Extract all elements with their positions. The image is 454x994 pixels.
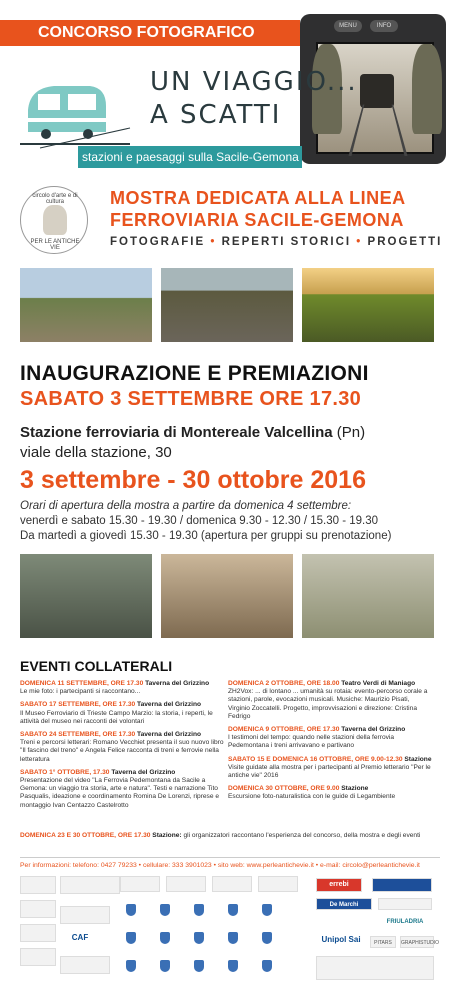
hours-intro: Orari di apertura della mostra a partire da domenica 4 settembre: bbox=[20, 500, 352, 512]
tag-separator: • bbox=[210, 236, 217, 248]
info-label: Per informazioni: bbox=[20, 862, 71, 869]
event-date: DOMENICA 2 OTTOBRE, ORE 18.00 bbox=[228, 680, 340, 687]
event-date: DOMENICA 9 OTTOBRE, ORE 17.30 bbox=[228, 726, 340, 734]
event-venue: Stazione bbox=[404, 755, 432, 763]
municipality-crest-icon bbox=[262, 932, 272, 944]
tag-photos: FOTOGRAFIE bbox=[110, 236, 206, 248]
exhibit-title-line2: FERROVIARIA SACILE-GEMONA bbox=[110, 210, 404, 230]
info-phone: telefono: 0427 79233 bbox=[72, 862, 137, 869]
station-photo bbox=[20, 268, 152, 342]
event-description: Il Museo Ferroviario di Trieste Campo Marzio: la storia, i reperti, le attività del museo nei racconti dei volontari bbox=[20, 709, 213, 725]
camera-screen-photo bbox=[316, 42, 434, 154]
rail-trolley-photo bbox=[302, 554, 434, 638]
contest-year: 2016 bbox=[42, 49, 83, 69]
sponsor-logo bbox=[60, 906, 110, 924]
sponsor-logo bbox=[20, 924, 56, 942]
event-description: Presentazione del video "La Ferrovia Pedemontana da Sacile a Gemona: un viaggio tra storia, arte e natura". Testi e narrazione Tito Pasqualis, ideazione e coordinamento Romina De Lorenzi, riprese e montaggio Ivan Centazzo Castelrotto bbox=[20, 777, 220, 809]
municipality-crest-icon bbox=[194, 960, 204, 972]
event-description: Treni e percorsi letterari: Romano Vecchiet presenta il suo nuovo libro "Il fascino del treno" e Angela Felice racconta di treni e ferrovie nella letteratura bbox=[20, 739, 224, 763]
hours-weekdays: Da martedì a giovedì 15.30 - 19.30 (apertura per gruppi su prenotazione) bbox=[20, 530, 392, 542]
tag-relics: REPERTI STORICI bbox=[221, 236, 352, 248]
pitars-logo: PITARS bbox=[370, 936, 396, 948]
info-email[interactable]: e-mail: circolo@perleantichevie.it bbox=[320, 862, 420, 869]
association-logo bbox=[20, 186, 88, 254]
exhibit-title-line1: MOSTRA DEDICATA ALLA LINEA bbox=[110, 188, 406, 208]
municipality-crest-icon bbox=[194, 932, 204, 944]
event-date: DOMENICA 30 OTTOBRE, ORE 9.00 bbox=[228, 785, 340, 793]
venue-address: viale della stazione, 30 bbox=[20, 444, 172, 461]
info-mobile: cellulare: 333 3901023 bbox=[142, 862, 212, 869]
venue-province: (Pn) bbox=[336, 424, 366, 441]
event-item bbox=[228, 785, 432, 801]
event-venue: Taverna del Grizzino bbox=[111, 768, 176, 776]
exhibit-tags bbox=[110, 236, 442, 248]
events-title: EVENTI COLLATERALI bbox=[20, 658, 173, 674]
sponsor-logo bbox=[60, 956, 110, 974]
logo-top-text: circolo d'arte e di cultura bbox=[32, 193, 78, 205]
logo-bottom-text: PER LE ANTICHE VIE bbox=[30, 239, 80, 251]
errebi-logo: errebi bbox=[316, 878, 362, 892]
friuladria-logo: FRIULADRIA bbox=[378, 916, 432, 930]
camera-menu-label: MENU bbox=[334, 20, 362, 32]
municipality-crest-icon bbox=[160, 904, 170, 916]
event-item bbox=[228, 726, 432, 751]
info-website[interactable]: sito web: www.perleantichevie.it bbox=[217, 862, 314, 869]
photo-row-bottom bbox=[20, 554, 434, 638]
sponsor-logo bbox=[372, 878, 432, 892]
sponsor-logo bbox=[20, 948, 56, 966]
bust-icon bbox=[43, 205, 67, 235]
contact-info: Per informazioni: telefono: 0427 79233 • cellulare: 333 3901023 • sito web: www.perleantichevie.it • e-mail: circolo@perleantichevie.it bbox=[20, 857, 440, 869]
photo-row-top bbox=[20, 268, 434, 342]
municipality-crest-icon bbox=[126, 960, 136, 972]
municipality-crest-icon bbox=[262, 904, 272, 916]
railway-tracks-photo bbox=[161, 268, 293, 342]
events-left-column bbox=[20, 680, 224, 815]
municipality-crest-icon bbox=[194, 904, 204, 916]
sponsor-notes bbox=[316, 956, 434, 980]
sponsor-logo bbox=[20, 876, 56, 894]
event-date: DOMENICA 23 E 30 OTTOBRE, ORE 17.30 bbox=[20, 832, 151, 839]
tag-projects: PROGETTI bbox=[367, 236, 443, 248]
event-date: SABATO 1° OTTOBRE, 17.30 bbox=[20, 768, 110, 776]
venue-name-text: Stazione ferroviaria di Montereale Valcellina bbox=[20, 424, 333, 441]
train-icon bbox=[20, 70, 140, 150]
demarchi-logo: De Marchi bbox=[316, 898, 372, 910]
event-description: Visite guidate alla mostra per i partecipanti al Premio letterario "Per le antiche vie" 2016 bbox=[228, 763, 431, 780]
event-date: SABATO 24 SETTEMBRE, ORE 17.30 bbox=[20, 731, 136, 739]
event-final bbox=[20, 832, 440, 839]
event-venue: Taverna del Grizzino bbox=[137, 701, 202, 709]
subtitle-band: stazioni e paesaggi sulla Sacile-Gemona bbox=[78, 146, 302, 168]
event-item bbox=[20, 680, 224, 696]
train-window-photo bbox=[20, 554, 152, 638]
event-description: Escursione foto-naturalistica con le guide di Legambiente bbox=[228, 793, 396, 801]
header bbox=[0, 0, 454, 175]
inauguration-title: INAUGURAZIONE E PREMIAZIONI bbox=[20, 362, 369, 385]
event-description: ZH2Vox: ... di lontano ... umanità su rotaia: evento-percorso corale a stazioni, parole, evocazioni musicali. Musiche: Maurizio Pisati, Virginio Zoccatelli. Progetto, improvvisazioni e direzione: Cristina Fedrigo bbox=[228, 688, 428, 720]
event-item bbox=[20, 701, 224, 726]
sponsors-area bbox=[20, 876, 440, 988]
event-item bbox=[228, 680, 432, 721]
event-venue: Teatro Verdi di Maniago bbox=[341, 680, 416, 687]
event-description: Le mie foto: i partecipanti si raccontano... bbox=[20, 688, 141, 696]
contest-label: CONCORSO FOTOGRAFICO bbox=[38, 24, 255, 41]
municipality-crest-icon bbox=[160, 932, 170, 944]
municipality-crest-icon bbox=[126, 904, 136, 916]
exhibition-period: 3 settembre - 30 ottobre 2016 bbox=[20, 466, 366, 494]
event-venue: Taverna del Grizzino bbox=[341, 726, 406, 734]
sponsor-logo bbox=[316, 916, 370, 930]
sponsor-logo bbox=[258, 876, 298, 892]
event-venue: Taverna del Grizzino bbox=[145, 680, 210, 687]
sponsor-logo bbox=[166, 876, 206, 892]
event-description: gli organizzatori raccontano l'esperienza del concorso, della mostra e degli eventi bbox=[183, 832, 421, 839]
event-date: DOMENICA 11 SETTEMBRE, ORE 17.30 bbox=[20, 680, 144, 687]
events-right-column bbox=[228, 680, 432, 807]
event-date: SABATO 15 E DOMENICA 16 OTTOBRE, ORE 9.00-12.30 bbox=[228, 755, 403, 763]
event-item bbox=[20, 731, 224, 764]
inauguration-date: SABATO 3 SETTEMBRE ORE 17.30 bbox=[20, 388, 362, 410]
sponsor-logo bbox=[378, 898, 432, 910]
landscape-photo bbox=[302, 268, 434, 342]
caf-logo: CAF bbox=[60, 932, 100, 948]
municipality-crest-icon bbox=[160, 960, 170, 972]
venue-name bbox=[20, 424, 365, 441]
municipality-crest-icon bbox=[228, 960, 238, 972]
graphistudio-logo: GRAPHISTUDIO bbox=[400, 936, 434, 948]
event-venue: Stazione bbox=[341, 785, 369, 793]
event-venue: Taverna del Grizzino bbox=[137, 731, 202, 739]
event-description: I testimoni del tempo: quando nelle stazioni della ferrovia Pedemontana i treni arrivavano e partivano bbox=[228, 734, 395, 750]
title-line2: A SCATTI bbox=[150, 100, 282, 130]
contest-banner bbox=[0, 20, 300, 69]
sponsor-logo bbox=[212, 876, 252, 892]
event-date: SABATO 17 SETTEMBRE, ORE 17.30 bbox=[20, 701, 136, 709]
title-line1: UN VIAGGIO... bbox=[150, 67, 358, 97]
historic-group-photo bbox=[161, 554, 293, 638]
municipality-crest-icon bbox=[126, 932, 136, 944]
exhibit-section bbox=[0, 182, 454, 260]
event-item bbox=[20, 769, 224, 810]
sponsor-logo bbox=[20, 900, 56, 918]
sponsor-logo bbox=[120, 876, 160, 892]
municipality-crest-icon bbox=[228, 932, 238, 944]
sponsor-logo bbox=[60, 876, 120, 894]
event-item bbox=[228, 756, 432, 781]
municipality-crest-icon bbox=[228, 904, 238, 916]
municipality-crest-icon bbox=[262, 960, 272, 972]
event-venue: Stazione: bbox=[152, 832, 182, 839]
camera-info-label: INFO bbox=[370, 20, 398, 32]
hours-weekend: venerdì e sabato 15.30 - 19.30 / domenica 9.30 - 12.30 / 15.30 - 19.30 bbox=[20, 515, 379, 527]
unipolsai-logo: Unipol Sai bbox=[316, 934, 366, 948]
tag-separator: • bbox=[356, 236, 363, 248]
